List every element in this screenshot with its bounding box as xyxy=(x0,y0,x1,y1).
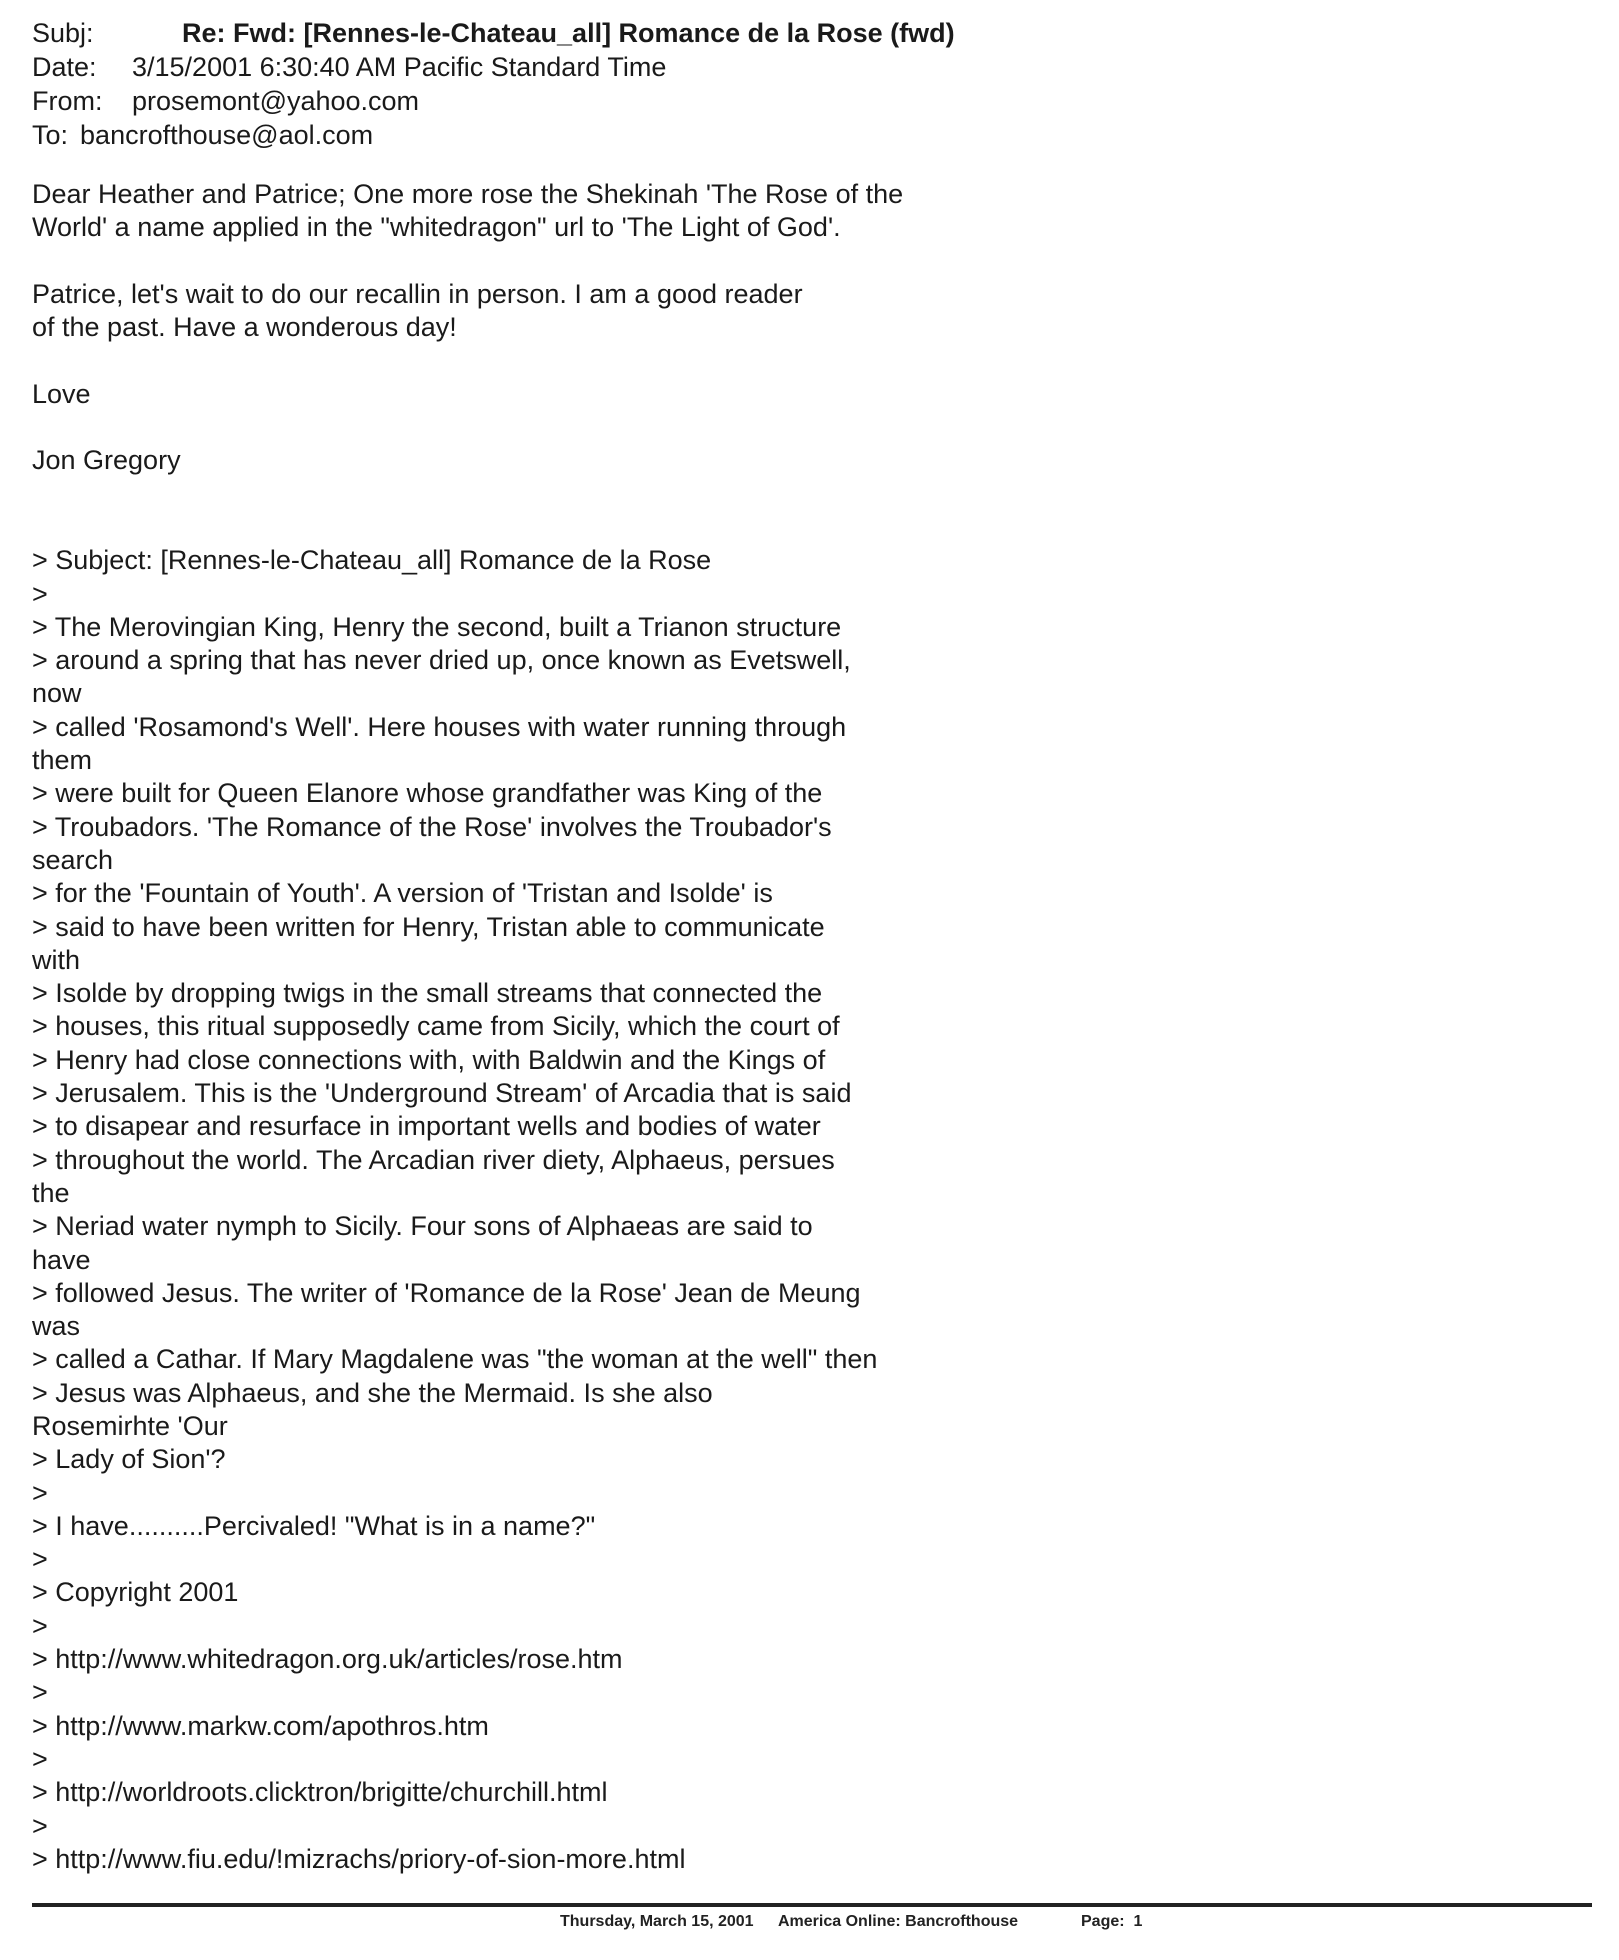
message-body xyxy=(32,178,1592,1876)
from-value: prosemont@yahoo.com xyxy=(132,86,420,116)
email-printout xyxy=(32,16,1592,1876)
quoted-line: with xyxy=(32,944,81,975)
footer-date: Thursday, March 15, 2001 xyxy=(560,1913,754,1930)
footer-divider xyxy=(32,1903,1592,1907)
quoted-line: > http://www.fiu.edu/!mizrachs/priory-of-sion-more.html xyxy=(32,1843,686,1874)
to-value: bancrofthouse@aol.com xyxy=(80,120,374,150)
quoted-line: have xyxy=(32,1244,91,1275)
quoted-line: > The Merovingian King, Henry the second, built a Trianon structure xyxy=(32,611,842,642)
quoted-line: > houses, this ritual supposedly came from Sicily, which the court of xyxy=(32,1011,840,1042)
quoted-line: > throughout the world. The Arcadian river diety, Alphaeus, persues xyxy=(32,1144,835,1175)
from-label: From: xyxy=(32,86,103,116)
quoted-line: > to disapear and resurface in important wells and bodies of water xyxy=(32,1111,821,1142)
date-label: Date: xyxy=(32,52,97,82)
quoted-line: > Jesus was Alphaeus, and she the Mermaid. Is she also xyxy=(32,1377,713,1408)
quoted-line: > Neriad water nymph to Sicily. Four sons of Alphaeas are said to xyxy=(32,1211,813,1242)
footer-page: Page: 1 xyxy=(1081,1913,1143,1930)
signature: Jon Gregory xyxy=(32,445,181,476)
to-label: To: xyxy=(32,120,69,150)
quoted-line: > Jerusalem. This is the 'Underground Stream' of Arcadia that is said xyxy=(32,1078,852,1109)
quoted-line: > Lady of Sion'? xyxy=(32,1444,226,1475)
to-row xyxy=(32,118,1592,152)
quoted-line: > xyxy=(32,578,48,609)
quoted-line: > Copyright 2001 xyxy=(32,1577,239,1608)
subject-row xyxy=(32,16,1592,50)
quoted-line: > I have..........Percivaled! "What is in a name?" xyxy=(32,1510,596,1541)
from-row xyxy=(32,84,1592,118)
quoted-line: > xyxy=(32,1544,48,1575)
quoted-line: search xyxy=(32,844,114,875)
quoted-line: > were built for Queen Elanore whose grandfather was King of the xyxy=(32,778,823,809)
quoted-line: > followed Jesus. The writer of 'Romance de la Rose' Jean de Meung xyxy=(32,1277,861,1308)
quoted-line: > http://www.markw.com/apothros.htm xyxy=(32,1710,489,1741)
quoted-line: > around a spring that has never dried up, once known as Evetswell, xyxy=(32,645,851,676)
quoted-line: > Isolde by dropping twigs in the small streams that connected the xyxy=(32,978,823,1009)
quoted-line: > for the 'Fountain of Youth'. A version of 'Tristan and Isolde' is xyxy=(32,878,773,909)
quoted-line: > called 'Rosamond's Well'. Here houses with water running through xyxy=(32,711,847,742)
subject-value: Re: Fwd: [Rennes-le-Chateau_all] Romance de la Rose (fwd) xyxy=(182,18,955,48)
quoted-line: > called a Cathar. If Mary Magdalene was "the woman at the well" then xyxy=(32,1344,878,1375)
closing: Love xyxy=(32,378,91,409)
quoted-line: > xyxy=(32,1477,48,1508)
footer-app: America Online: Bancrofthouse xyxy=(778,1913,1019,1930)
paragraph-line: of the past. Have a wonderous day! xyxy=(32,312,457,343)
quoted-line: was xyxy=(32,1311,81,1342)
quoted-line: > http://www.whitedragon.org.uk/articles/rose.htm xyxy=(32,1644,623,1675)
quoted-line: Rosemirhte 'Our xyxy=(32,1410,228,1441)
date-row xyxy=(32,50,1592,84)
quoted-line: > Henry had close connections with, with Baldwin and the Kings of xyxy=(32,1044,826,1075)
quoted-line: now xyxy=(32,678,82,709)
greeting-line: Dear Heather and Patrice; One more rose the Shekinah 'The Rose of the xyxy=(32,179,904,209)
quoted-line: > said to have been written for Henry, Tristan able to communicate xyxy=(32,911,825,942)
quoted-line: > Troubadors. 'The Romance of the Rose' involves the Troubador's xyxy=(32,811,832,842)
quoted-line: > xyxy=(32,1677,48,1708)
paragraph-line: Patrice, let's wait to do our recallin in person. I am a good reader xyxy=(32,278,803,309)
quoted-line: the xyxy=(32,1177,70,1208)
quoted-line: > xyxy=(32,1610,48,1641)
quoted-line: > xyxy=(32,1743,48,1774)
date-value: 3/15/2001 6:30:40 AM Pacific Standard Time xyxy=(132,52,667,82)
subject-label: Subj: xyxy=(32,18,94,48)
quoted-line: > http://worldroots.clicktron/brigitte/churchill.html xyxy=(32,1777,608,1808)
quoted-line: them xyxy=(32,745,93,776)
greeting-line: World' a name applied in the "whitedragon" url to 'The Light of God'. xyxy=(32,212,841,243)
quoted-message xyxy=(32,544,1592,1876)
quoted-line: > xyxy=(32,1810,48,1841)
quoted-line: > Subject: [Rennes-le-Chateau_all] Romance de la Rose xyxy=(32,545,712,576)
